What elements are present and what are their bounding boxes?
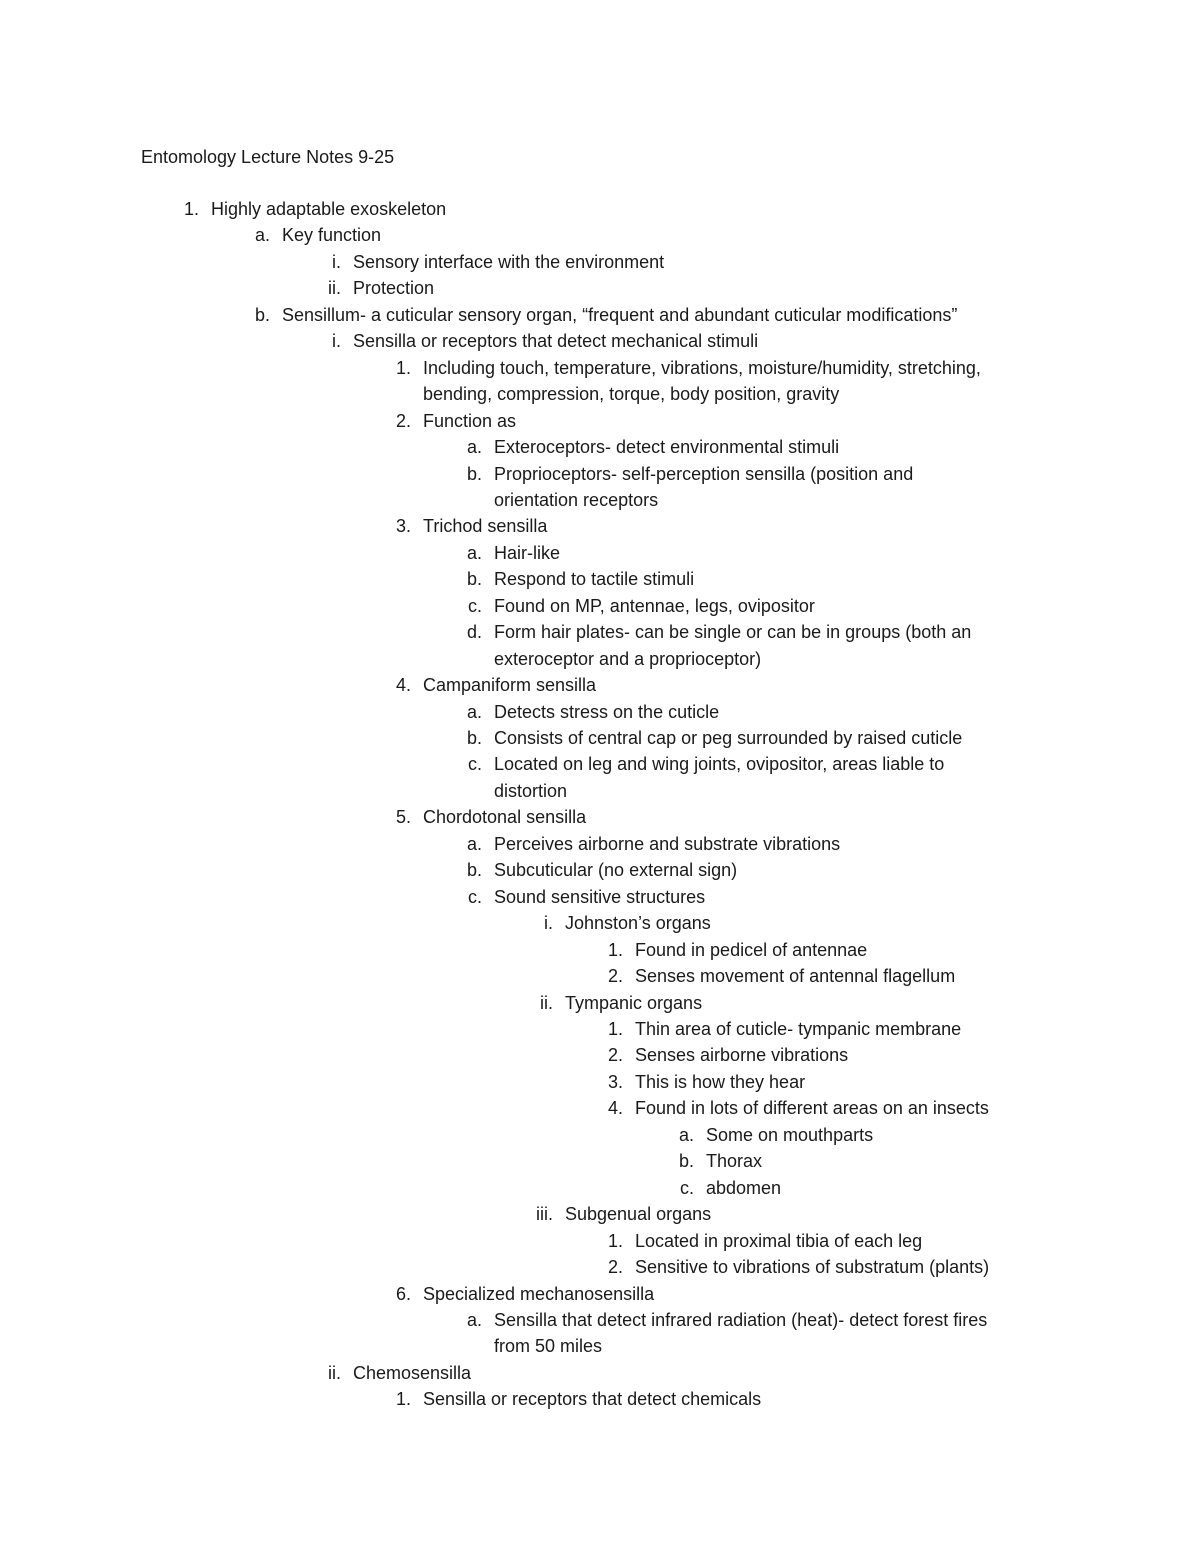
outline-item xyxy=(0,1016,1200,1042)
outline-marker: 1. xyxy=(607,1230,623,1251)
outline-item xyxy=(0,249,1200,275)
outline-marker: a. xyxy=(254,225,270,246)
outline-item xyxy=(0,196,1200,222)
outline-text: from 50 miles xyxy=(494,1336,603,1357)
outline-item xyxy=(0,302,1200,328)
outline-text: Consists of central cap or peg surrounded by raised cuticle xyxy=(494,728,963,748)
outline-marker: ii. xyxy=(540,992,553,1013)
outline-text: Key function xyxy=(282,225,382,246)
outline-text: Respond to tactile stimuli xyxy=(494,569,695,590)
outline-text: Thin area of cuticle- tympanic membrane xyxy=(635,1018,962,1039)
outline-item xyxy=(0,1307,1200,1333)
outline-item xyxy=(0,963,1200,989)
outline-text: Senses movement of antennal flagellum xyxy=(635,966,956,986)
outline-text: Thorax xyxy=(706,1151,763,1172)
outline-text: Form hair plates- can be single or can be in groups (both an xyxy=(494,622,972,643)
outline-marker: b. xyxy=(466,463,482,484)
outline-text: Found on MP, antennae, legs, ovipositor xyxy=(494,595,815,616)
outline-item xyxy=(0,937,1200,963)
outline-item xyxy=(0,1069,1200,1095)
outline-item xyxy=(0,725,1200,751)
outline-marker: 3. xyxy=(395,516,411,537)
outline-item xyxy=(0,593,1200,619)
outline-item xyxy=(0,513,1200,539)
outline-text: Senses airborne vibrations xyxy=(635,1045,849,1066)
outline-marker: 3. xyxy=(607,1071,623,1092)
outline-text: Specialized mechanosensilla xyxy=(423,1283,655,1304)
outline-marker: c. xyxy=(467,754,482,775)
outline-item xyxy=(0,1042,1200,1068)
outline-marker: 1. xyxy=(395,357,411,378)
outline-marker: 1. xyxy=(607,939,623,960)
outline-marker: i. xyxy=(544,913,553,934)
outline-item xyxy=(0,408,1200,434)
outline-marker: b. xyxy=(678,1151,694,1172)
outline-item xyxy=(0,831,1200,857)
outline-marker: b. xyxy=(466,860,482,881)
outline-marker: b. xyxy=(254,304,270,325)
outline-marker: c. xyxy=(467,595,482,616)
outline-marker: 2. xyxy=(607,1045,623,1066)
outline-item xyxy=(0,328,1200,354)
outline-item xyxy=(0,672,1200,698)
outline-text: Tympanic organs xyxy=(565,992,703,1013)
outline-item xyxy=(0,1386,1200,1412)
outline-marker: 4. xyxy=(607,1098,623,1119)
outline-marker: 2. xyxy=(607,1257,623,1277)
outline-text: Detects stress on the cuticle xyxy=(494,701,720,722)
outline-item xyxy=(0,1122,1200,1148)
outline-marker: a. xyxy=(466,437,482,457)
outline-item xyxy=(0,778,1200,804)
outline-text: Found in pedicel of antennae xyxy=(635,939,868,960)
outline-marker: 6. xyxy=(395,1283,411,1304)
outline-marker: d. xyxy=(466,622,482,643)
outline-item xyxy=(0,1148,1200,1174)
outline-item xyxy=(0,910,1200,936)
outline-marker: b. xyxy=(466,728,482,748)
outline-text: exteroceptor and a proprioceptor) xyxy=(494,648,762,669)
outline-item xyxy=(0,1333,1200,1359)
outline-marker: 4. xyxy=(395,675,411,696)
outline-item xyxy=(0,1201,1200,1227)
outline-item xyxy=(0,1281,1200,1307)
outline-text: Campaniform sensilla xyxy=(423,675,597,696)
outline-text: Sensillum- a cuticular sensory organ, “frequent and abundant cuticular modifications” xyxy=(282,304,958,325)
outline-item xyxy=(0,434,1200,460)
outline-item xyxy=(0,884,1200,910)
outline-text: Sound sensitive structures xyxy=(494,886,706,907)
outline-text: abdomen xyxy=(706,1177,782,1198)
outline-item xyxy=(0,540,1200,566)
outline-item xyxy=(0,990,1200,1016)
outline-text: Subgenual organs xyxy=(565,1204,712,1225)
outline-text: Sensitive to vibrations of substratum (plants) xyxy=(635,1257,990,1277)
outline-marker: iii. xyxy=(536,1204,553,1225)
outline-item xyxy=(0,1175,1200,1201)
outline-text: This is how they hear xyxy=(635,1071,806,1092)
outline-text: Proprioceptors- self-perception sensilla (position and xyxy=(494,463,914,484)
outline-text: Protection xyxy=(353,278,435,299)
outline-text: Trichod sensilla xyxy=(423,516,548,537)
outline-item xyxy=(0,355,1200,381)
outline-text: Sensilla that detect infrared radiation (heat)- detect forest fires xyxy=(494,1309,988,1330)
outline-text: Perceives airborne and substrate vibrations xyxy=(494,833,841,854)
outline-text: Some on mouthparts xyxy=(706,1124,874,1145)
outline-marker: c. xyxy=(679,1177,694,1198)
outline-item xyxy=(0,857,1200,883)
outline-item xyxy=(0,619,1200,645)
outline-item xyxy=(0,1254,1200,1280)
outline-marker: a. xyxy=(466,542,482,563)
outline-text: Function as xyxy=(423,410,517,431)
outline-item xyxy=(0,461,1200,487)
outline-text: Sensilla or receptors that detect mechanical stimuli xyxy=(353,331,759,352)
outline-marker: ii. xyxy=(328,1362,341,1383)
outline-marker: a. xyxy=(466,701,482,722)
outline-text: Sensory interface with the environment xyxy=(353,251,665,272)
outline-marker: 2. xyxy=(607,966,623,986)
outline-item xyxy=(0,1095,1200,1121)
outline-marker: c. xyxy=(467,886,482,907)
outline-text: Chordotonal sensilla xyxy=(423,807,587,828)
outline-marker: b. xyxy=(466,569,482,590)
outline-text: Located in proximal tibia of each leg xyxy=(635,1230,923,1251)
outline-text: Chemosensilla xyxy=(353,1362,472,1383)
outline-marker: i. xyxy=(332,331,341,352)
outline-item xyxy=(0,1228,1200,1254)
outline-text: Including touch, temperature, vibrations, moisture/humidity, stretching, xyxy=(423,357,981,378)
outline-item xyxy=(0,804,1200,830)
outline-marker: 5. xyxy=(395,807,411,828)
outline-text: Hair-like xyxy=(494,542,561,563)
outline-text: Exteroceptors- detect environmental stimuli xyxy=(494,437,840,457)
outline-item xyxy=(0,566,1200,592)
outline-item xyxy=(0,646,1200,672)
outline-marker: 1. xyxy=(183,199,199,219)
outline-item xyxy=(0,699,1200,725)
outline-text: Subcuticular (no external sign) xyxy=(494,860,738,881)
outline-item xyxy=(0,381,1200,407)
outline-text: Found in lots of different areas on an insects xyxy=(635,1098,989,1119)
outline-marker: a. xyxy=(678,1124,694,1145)
outline-item xyxy=(0,222,1200,248)
outline-text: bending, compression, torque, body position, gravity xyxy=(423,384,840,405)
outline-marker: 1. xyxy=(395,1389,411,1410)
outline-text: Located on leg and wing joints, ovipositor, areas liable to xyxy=(494,754,945,775)
outline-marker: i. xyxy=(332,251,341,272)
outline-text: distortion xyxy=(494,780,568,801)
outline-marker: 1. xyxy=(607,1018,623,1039)
outline-marker: a. xyxy=(466,833,482,854)
outline-text: Johnston’s organs xyxy=(565,913,711,934)
outline-marker: ii. xyxy=(328,278,341,299)
outline-text: orientation receptors xyxy=(494,489,659,510)
outline-marker: 2. xyxy=(395,410,411,431)
outline-item xyxy=(0,1360,1200,1386)
document-title: Entomology Lecture Notes 9-25 xyxy=(141,147,395,167)
outline-text: Highly adaptable exoskeleton xyxy=(211,199,447,219)
outline-marker: a. xyxy=(466,1309,482,1330)
outline-item xyxy=(0,751,1200,777)
outline-item xyxy=(0,487,1200,513)
outline-item xyxy=(0,275,1200,301)
outline-text: Sensilla or receptors that detect chemicals xyxy=(423,1389,762,1410)
